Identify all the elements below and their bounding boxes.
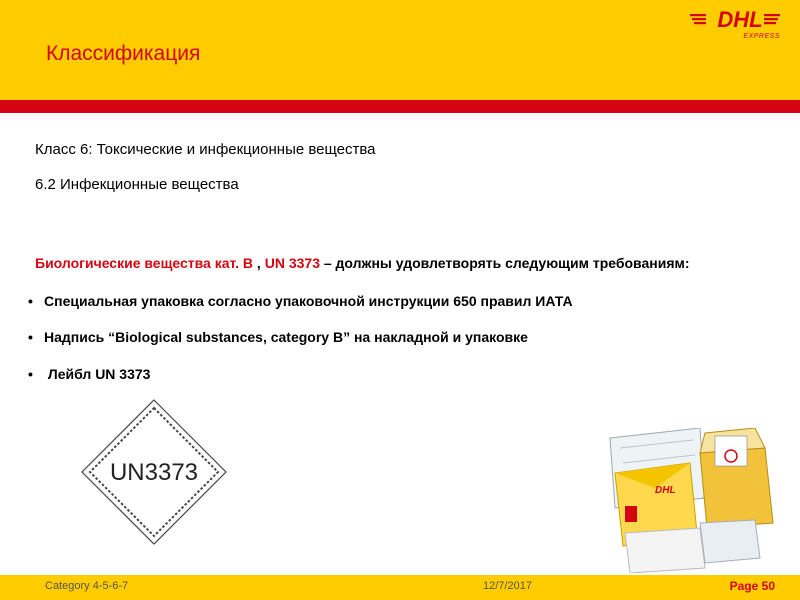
list-item-text: Надпись “Biological substances, category B” на накладной и упаковке — [44, 329, 528, 345]
list-item — [28, 366, 150, 382]
slide-title: Классификация — [46, 42, 201, 65]
class-line: Класс 6: Токсические и инфекционные вещества — [35, 141, 376, 158]
un3373-label — [80, 398, 228, 546]
slide-header — [0, 0, 800, 100]
un-label-text: UN3373 — [109, 459, 199, 486]
list-item — [28, 293, 573, 309]
list-item-text: Специальная упаковка согласно упаковочной инструкции 650 правил ИАТА — [44, 293, 573, 309]
page-number — [730, 579, 775, 593]
header-divider — [0, 100, 800, 113]
requirement-separator: , — [253, 255, 265, 271]
bullet-icon: • — [28, 293, 33, 309]
list-item-text: Лейбл UN 3373 — [44, 366, 151, 382]
requirement-line — [35, 255, 690, 271]
footer-category: Category 4-5-6-7 — [45, 580, 129, 592]
page-value: 50 — [761, 579, 775, 593]
requirement-un-number: UN 3373 — [264, 255, 320, 271]
bullet-icon: • — [28, 366, 33, 382]
specimen-kit-image — [605, 428, 780, 573]
logo-text: DHL — [717, 8, 763, 32]
requirement-substance: Биологические вещества кат. B — [35, 255, 254, 271]
dhl-logo — [690, 8, 780, 40]
requirement-text: – должны удовлетворять следующим требованиям: — [319, 255, 690, 271]
list-item — [28, 329, 528, 345]
logo-tagline: EXPRESS — [743, 33, 780, 40]
slide-footer — [0, 575, 800, 600]
kit-brand-text: DHL — [655, 485, 676, 496]
footer-date: 12/7/2017 — [483, 580, 532, 592]
subclass-line: 6.2 Инфекционные вещества — [35, 176, 239, 193]
dhl-logo-icon — [690, 8, 780, 32]
bullet-icon: • — [28, 329, 33, 345]
page-label: Page — [729, 579, 759, 593]
